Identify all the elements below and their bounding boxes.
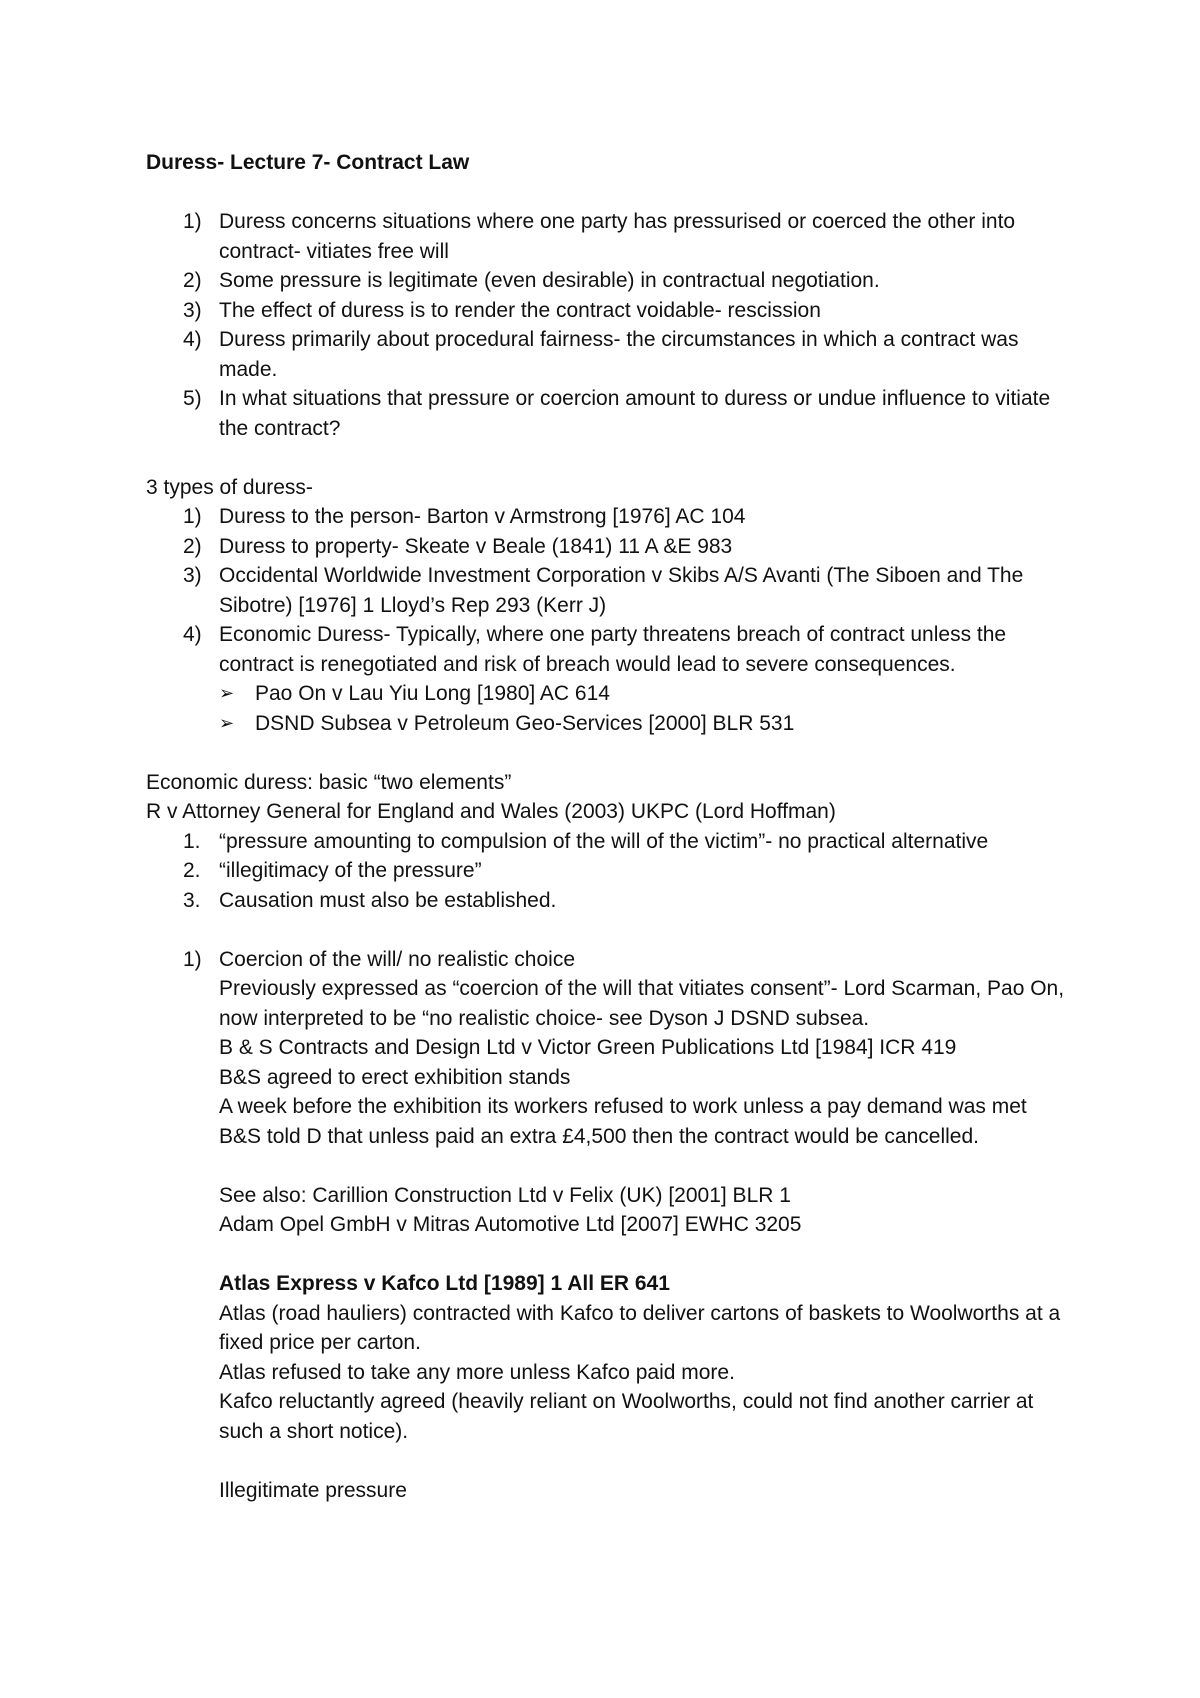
sub-list-item — [146, 709, 1076, 739]
list-text: Duress concerns situations where one party has pressurised or coerced the other into contract- vitiates free will — [219, 210, 1016, 263]
list-item — [146, 827, 1076, 857]
list-text: Pao On v Lau Yiu Long [1980] AC 614 — [255, 682, 610, 705]
elements-heading: Economic duress: basic “two elements” — [146, 770, 512, 794]
types-heading: 3 types of duress- — [146, 475, 313, 499]
list-number: 2. — [183, 859, 201, 882]
paragraph: B&S told D that unless paid an extra £4,500 then the contract would be cancelled. — [219, 1124, 979, 1148]
list-number: 1) — [183, 505, 202, 528]
coercion-heading: Coercion of the will/ no realistic choice — [219, 947, 575, 971]
list-number: 3) — [183, 564, 202, 587]
intro-list — [146, 207, 1076, 443]
list-text: Duress to property- Skeate v Beale (1841) 11 A &E 983 — [219, 534, 733, 558]
elements-case: R v Attorney General for England and Wales (2003) UKPC (Lord Hoffman) — [146, 800, 836, 823]
list-number: 3) — [183, 298, 202, 322]
list-text: Duress primarily about procedural fairness- the circumstances in which a contract was made. — [219, 328, 1019, 381]
coercion-section — [146, 945, 1076, 1506]
list-item — [146, 384, 1076, 443]
list-text: Economic Duress- Typically, where one party threatens breach of contract unless the contract is renegotiated and risk of breach would lead to severe consequences. — [219, 623, 1007, 676]
sub-list-item — [146, 679, 1076, 709]
list-item — [146, 325, 1076, 384]
list-number: 2) — [183, 269, 202, 292]
types-list — [146, 502, 1076, 738]
paragraph: Kafco reluctantly agreed (heavily reliant on Woolworths, could not find another carrier at such a short notice). — [219, 1390, 1034, 1443]
list-text: Some pressure is legitimate (even desirable) in contractual negotiation. — [219, 269, 880, 292]
list-item — [146, 532, 1076, 562]
list-number: 1) — [183, 947, 202, 971]
see-also-line: See also: Carillion Construction Ltd v Felix (UK) [2001] BLR 1 — [219, 1183, 791, 1207]
list-text: Duress to the person- Barton v Armstrong [1976] AC 104 — [219, 505, 746, 528]
list-number: 2) — [183, 534, 202, 558]
list-text: The effect of duress is to render the contract voidable- rescission — [219, 298, 821, 322]
list-text: Occidental Worldwide Investment Corporation v Skibs A/S Avanti (The Siboen and The Sibotre) [1976] 1 Lloyd’s Rep 293 (Kerr J) — [219, 564, 1024, 617]
list-number: 4) — [183, 623, 202, 646]
list-item — [146, 207, 1076, 266]
see-also-line: Adam Opel GmbH v Mitras Automotive Ltd [2007] EWHC 3205 — [219, 1213, 802, 1236]
document-title: Duress- Lecture 7- Contract Law — [146, 151, 470, 174]
paragraph: Atlas refused to take any more unless Kafco paid more. — [219, 1360, 735, 1384]
list-item — [146, 856, 1076, 886]
list-item — [146, 886, 1076, 916]
list-item — [146, 266, 1076, 296]
document-body — [146, 148, 1076, 1505]
list-text: DSND Subsea v Petroleum Geo-Services [2000] BLR 531 — [255, 711, 795, 735]
coercion-content — [219, 945, 1076, 1506]
list-number: 4) — [183, 328, 202, 351]
list-text: Causation must also be established. — [219, 888, 557, 912]
illegitimate-pressure-heading: Illegitimate pressure — [219, 1478, 407, 1502]
list-item — [146, 502, 1076, 532]
list-text: In what situations that pressure or coercion amount to duress or undue influence to vitiate the contract? — [219, 387, 1051, 440]
list-number: 3. — [183, 888, 201, 912]
arrow-bullet-icon: ➢ — [219, 683, 235, 703]
arrow-bullet-icon: ➢ — [219, 712, 235, 733]
list-number: 5) — [183, 387, 202, 410]
paragraph: B & S Contracts and Design Ltd v Victor Green Publications Ltd [1984] ICR 419 — [219, 1036, 957, 1059]
paragraph: B&S agreed to erect exhibition stands — [219, 1065, 571, 1089]
list-item — [146, 620, 1076, 679]
list-item — [146, 561, 1076, 620]
list-text: “pressure amounting to compulsion of the will of the victim”- no practical alternative — [219, 829, 989, 853]
paragraph: Atlas (road hauliers) contracted with Kafco to deliver cartons of baskets to Woolworths at a fixed price per carton. — [219, 1301, 1061, 1354]
list-number: 1. — [183, 829, 201, 853]
list-item — [146, 296, 1076, 326]
list-number: 1) — [183, 210, 202, 233]
atlas-heading: Atlas Express v Kafco Ltd [1989] 1 All ER 641 — [219, 1272, 670, 1295]
paragraph: A week before the exhibition its workers refused to work unless a pay demand was met — [219, 1095, 1027, 1118]
paragraph: Previously expressed as “coercion of the will that vitiates consent”- Lord Scarman, Pao On, now interpreted to be “no realistic choice- see Dyson J DSND subsea. — [219, 977, 1065, 1030]
list-text: “illegitimacy of the pressure” — [219, 859, 482, 882]
elements-list — [146, 827, 1076, 916]
